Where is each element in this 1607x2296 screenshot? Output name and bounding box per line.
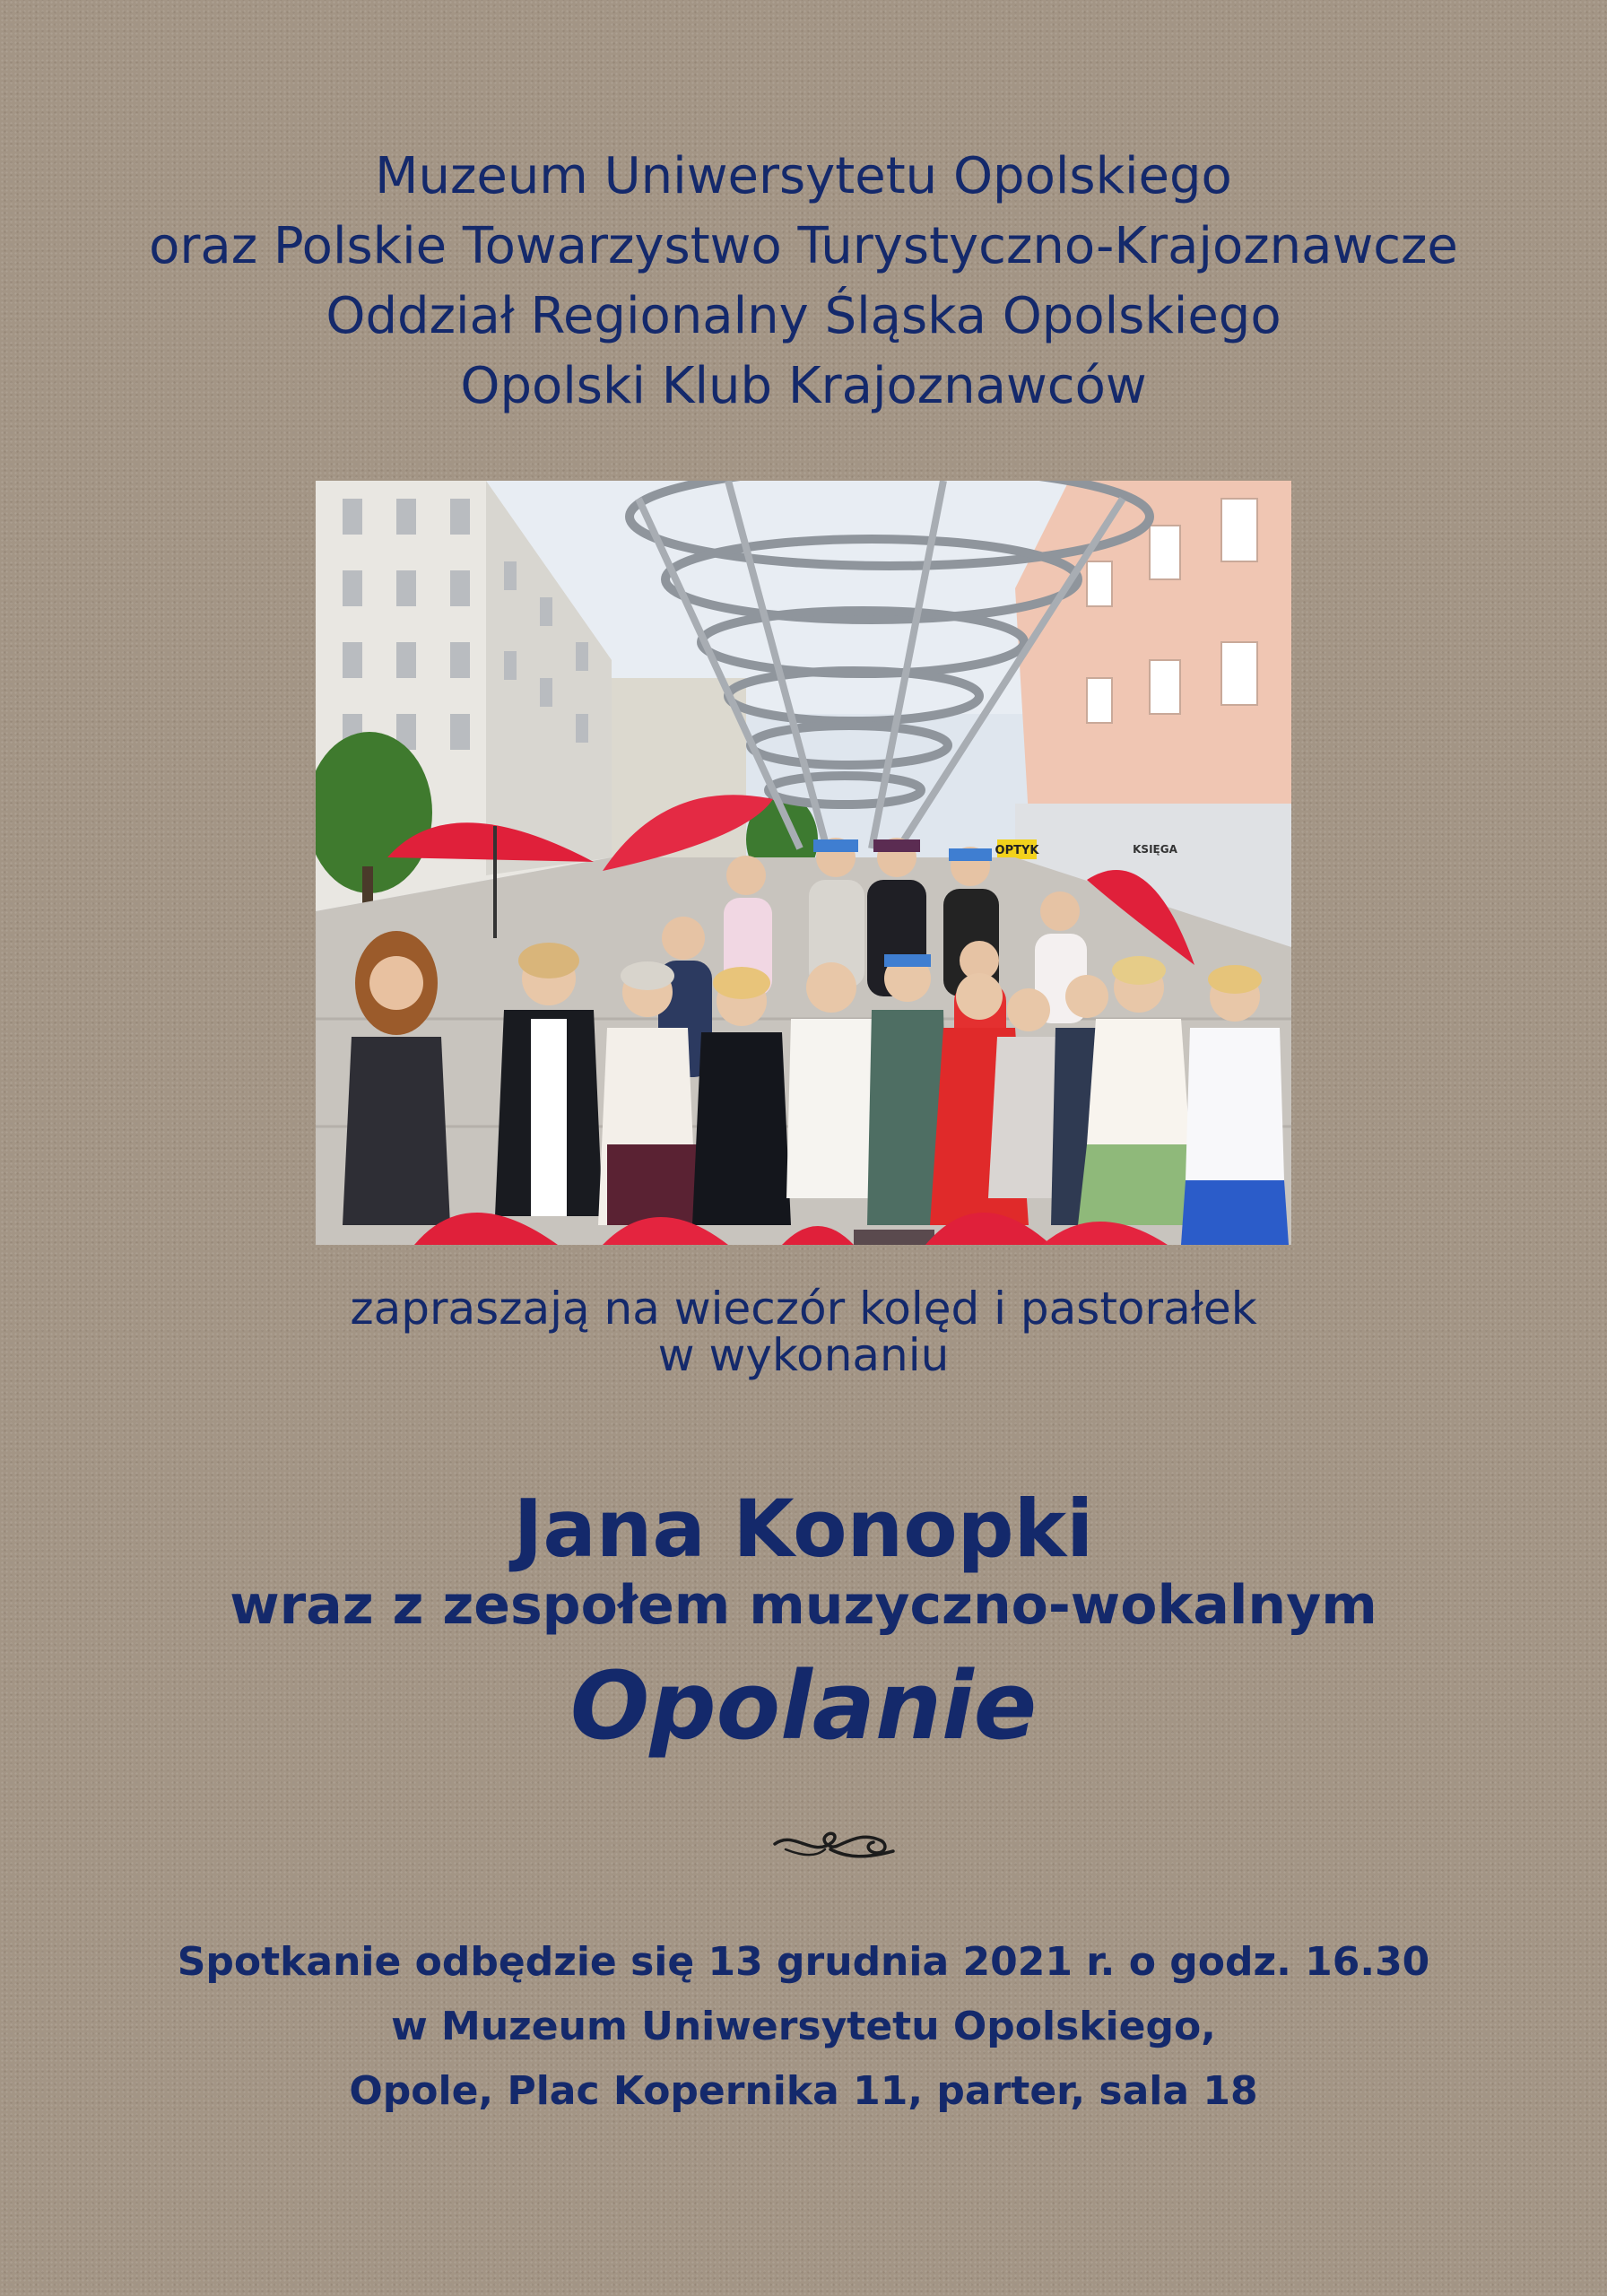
- organizer-line-regional-branch: Oddział Regionalny Śląska Opolskiego: [326, 287, 1281, 345]
- bookshop-sign-label: KSIĘGA: [1133, 843, 1177, 856]
- organizer-line-museum: Muzeum Uniwersytetu Opolskiego: [375, 147, 1232, 205]
- group-photo-illustration: [316, 481, 1291, 1245]
- ensemble-name: Opolanie: [569, 1651, 1038, 1761]
- meeting-address: Opole, Plac Kopernika 11, parter, sala 18: [349, 2068, 1258, 2114]
- flourish-ornament-icon: [768, 1822, 902, 1867]
- group-photo: [316, 481, 1291, 1245]
- optyk-sign-label: OPTYK: [995, 844, 1039, 857]
- organizer-line-club: Opolski Klub Krajoznawców: [460, 357, 1147, 415]
- ensemble-description: wraz z zespołem muzyczno-wokalnym: [230, 1574, 1377, 1637]
- invitation-line: zapraszają na wieczór kolęd i pastorałek: [350, 1283, 1257, 1335]
- invitation-performed-by: w wykonaniu: [657, 1329, 950, 1381]
- meeting-date-time: Spotkanie odbędzie się 13 grudnia 2021 r. o godz. 16.30: [177, 1939, 1430, 1985]
- organizer-line-pttk: oraz Polskie Towarzystwo Turystyczno-Krajoznawcze: [149, 217, 1458, 275]
- performer-name: Jana Konopki: [513, 1483, 1094, 1575]
- meeting-venue: w Muzeum Uniwersytetu Opolskiego,: [391, 2004, 1216, 2049]
